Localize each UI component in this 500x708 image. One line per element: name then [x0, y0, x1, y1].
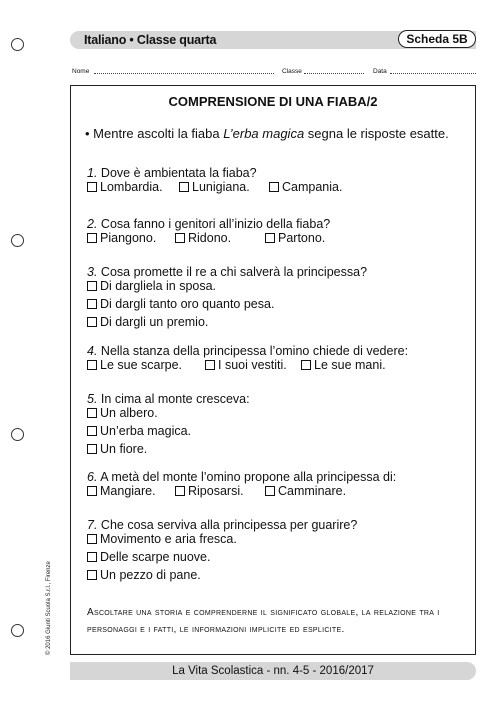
checkbox[interactable]	[87, 444, 97, 454]
checkbox[interactable]	[301, 360, 311, 370]
learning-objective-note: Ascoltare una storia e comprenderne il significato globale, la relazione tra i personaggi e i fatti, le informazioni implicite ed esplicite.	[87, 607, 440, 635]
option-label: Un albero.	[100, 406, 158, 420]
option-label: Campania.	[282, 180, 343, 194]
question-number: 7.	[87, 518, 98, 532]
checkbox[interactable]	[87, 233, 97, 243]
checkbox[interactable]	[87, 552, 97, 562]
question-text: Che cosa serviva alla principessa per guarire?	[100, 518, 358, 532]
data-field[interactable]	[390, 73, 476, 74]
option-label: Ridono.	[188, 231, 232, 245]
question-text: Cosa fanno i genitori all’inizio della fiaba?	[100, 217, 331, 231]
question-number: 6.	[87, 470, 98, 484]
classe-field[interactable]	[304, 73, 364, 74]
nome-field[interactable]	[94, 73, 274, 74]
classe-label: Classe	[282, 68, 302, 75]
binder-hole-1	[11, 38, 24, 51]
option-label: Piangono.	[100, 231, 157, 245]
checkbox[interactable]	[175, 233, 185, 243]
question-text: Cosa promette il re a chi salverà la principessa?	[100, 265, 368, 279]
option-label: Un fiore.	[100, 442, 148, 456]
checkbox[interactable]	[87, 534, 97, 544]
checkbox[interactable]	[87, 182, 97, 192]
question-7	[87, 518, 357, 586]
checkbox[interactable]	[265, 233, 275, 243]
checkbox[interactable]	[87, 299, 97, 309]
instruction	[85, 125, 465, 142]
question-3	[87, 265, 367, 333]
footer-bar: La Vita Scolastica - nn. 4-5 - 2016/2017	[70, 662, 476, 680]
checkbox[interactable]	[87, 426, 97, 436]
option-label: Movimento e aria fresca.	[100, 532, 237, 546]
header-bar	[70, 31, 476, 49]
checkbox[interactable]	[175, 486, 185, 496]
question-text: Nella stanza della principessa l’omino chiede di vedere:	[100, 344, 409, 358]
option-label: Le sue scarpe.	[100, 358, 182, 372]
option-label: Un pezzo di pane.	[100, 568, 201, 582]
exercise-box	[70, 85, 476, 655]
question-number: 5.	[87, 392, 98, 406]
exercise-title: COMPRENSIONE DI UNA FIABA/2	[168, 94, 378, 109]
option-label: Mangiare.	[100, 484, 156, 498]
instruction-text-end: segna le risposte esatte.	[304, 126, 449, 141]
option-label: Di dargliela in sposa.	[100, 279, 217, 293]
binder-hole-4	[11, 624, 24, 637]
binder-hole-2	[11, 234, 24, 247]
question-number: 1.	[87, 166, 98, 180]
instruction-text: • Mentre ascolti la fiaba	[85, 126, 224, 141]
data-label: Data	[373, 68, 387, 75]
option-label: Partono.	[278, 231, 326, 245]
option-label: Di dargli un premio.	[100, 315, 209, 329]
question-6	[87, 470, 396, 502]
binder-hole-3	[11, 428, 24, 441]
nome-label: Nome	[72, 68, 90, 75]
option-label: I suoi vestiti.	[218, 358, 287, 372]
question-number: 2.	[87, 217, 98, 231]
option-label: Un’erba magica.	[100, 424, 192, 438]
question-1	[87, 166, 343, 198]
story-title: L’erba magica	[223, 126, 305, 141]
checkbox[interactable]	[87, 281, 97, 291]
question-4	[87, 344, 408, 376]
checkbox[interactable]	[87, 570, 97, 580]
option-label: Le sue mani.	[314, 358, 386, 372]
checkbox[interactable]	[265, 486, 275, 496]
option-label: Camminare.	[278, 484, 347, 498]
option-label: Di dargli tanto oro quanto pesa.	[100, 297, 275, 311]
checkbox[interactable]	[205, 360, 215, 370]
copyright-text: © 2016 Giunti Scuola S.r.l., Firenze	[46, 561, 52, 655]
question-number: 3.	[87, 265, 98, 279]
option-label: Lunigiana.	[192, 180, 250, 194]
checkbox[interactable]	[87, 408, 97, 418]
question-number: 4.	[87, 344, 98, 358]
checkbox[interactable]	[87, 317, 97, 327]
checkbox[interactable]	[87, 360, 97, 370]
option-label: Lombardia.	[100, 180, 163, 194]
option-label: Delle scarpe nuove.	[100, 550, 211, 564]
question-text: A metà del monte l’omino propone alla principessa di:	[100, 470, 397, 484]
question-text: Dove è ambientata la fiaba?	[100, 166, 257, 180]
question-2	[87, 217, 330, 249]
checkbox[interactable]	[87, 486, 97, 496]
question-5	[87, 392, 250, 460]
scheda-badge: Scheda 5B	[398, 30, 476, 48]
question-text: In cima al monte cresceva:	[100, 392, 250, 406]
checkbox[interactable]	[179, 182, 189, 192]
header-title: Italiano • Classe quarta	[84, 33, 217, 47]
checkbox[interactable]	[269, 182, 279, 192]
option-label: Riposarsi.	[188, 484, 244, 498]
